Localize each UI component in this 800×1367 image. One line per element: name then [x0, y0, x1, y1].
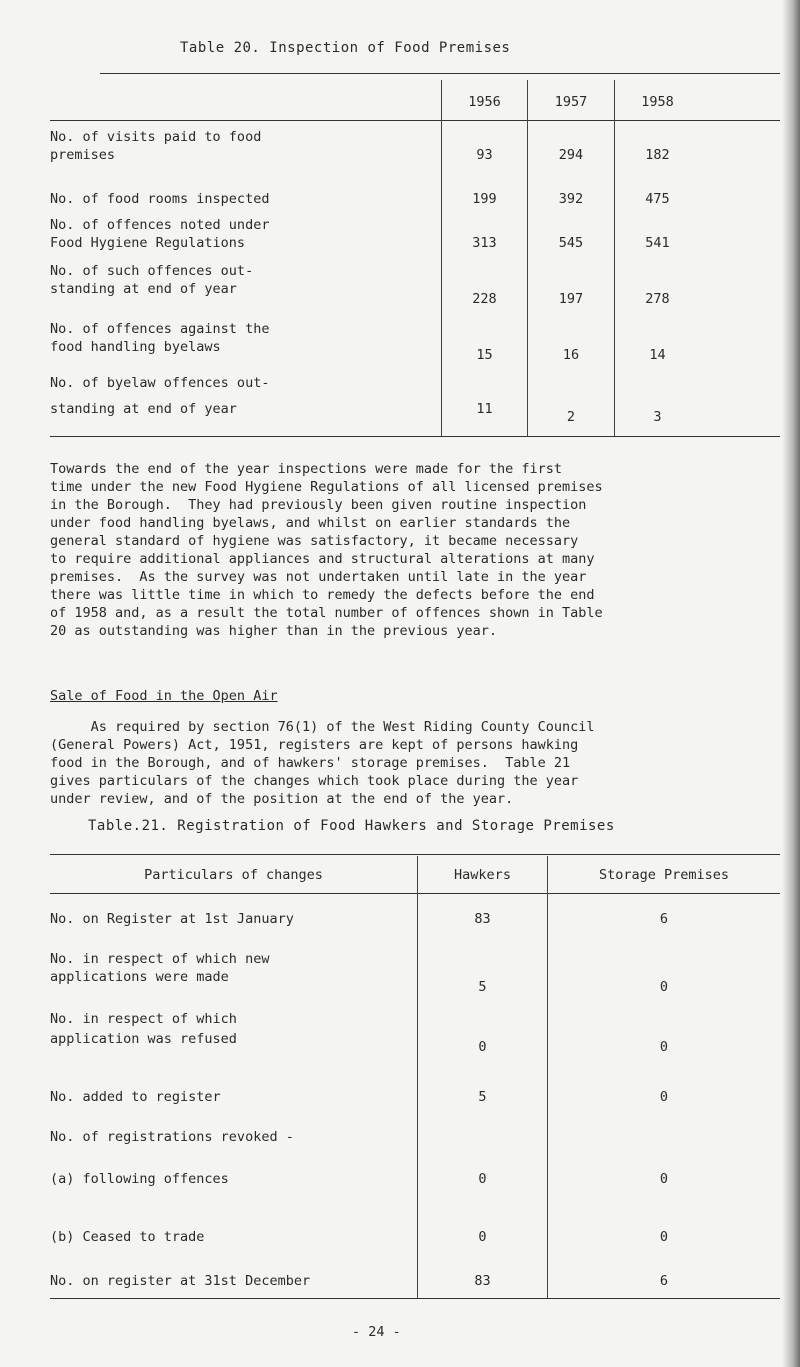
table-cell: 83	[474, 1273, 491, 1289]
table-cell: 313	[472, 235, 497, 251]
section-heading: Sale of Food in the Open Air	[50, 688, 278, 704]
text-line: gives particulars of the changes which took place during the year	[50, 773, 579, 789]
table-cell: 16	[562, 347, 580, 363]
row-label: No. of offences noted under	[50, 217, 270, 233]
text-line: (General Powers) Act, 1951, registers are kept of persons hawking	[50, 737, 579, 753]
column-header: Hawkers	[454, 867, 511, 883]
table-cell: 15	[476, 347, 493, 363]
text-line: 20 as outstanding was higher than in the previous year.	[50, 623, 498, 639]
page-edge-shadow	[782, 0, 800, 1367]
table-cell: 6	[659, 1273, 669, 1289]
table-cell: 14	[649, 347, 666, 363]
text-line: there was little time in which to remedy the defects before the end	[50, 587, 595, 603]
row-label: No. in respect of which	[50, 1011, 237, 1027]
row-label: Food Hygiene Regulations	[50, 235, 246, 251]
table-cell: 3	[653, 409, 662, 425]
table-cell: 278	[645, 291, 670, 307]
table-cell: 5	[478, 979, 487, 995]
text-line: time under the new Food Hygiene Regulations of all licensed premises	[50, 479, 603, 495]
row-label: applications were made	[50, 969, 229, 985]
table-cell: 392	[558, 191, 584, 207]
row-label: standing at end of year	[50, 401, 237, 417]
year-header: 1957	[554, 94, 588, 110]
table-21-bottom-rule	[50, 1298, 780, 1299]
row-label: No. of such offences out-	[50, 263, 254, 279]
table-cell: 5	[478, 1089, 487, 1105]
row-label: (a) following offences	[50, 1171, 229, 1187]
text-line: food in the Borough, and of hawkers' storage premises. Table 21	[50, 755, 571, 771]
table-cell: 83	[474, 911, 491, 927]
column-header: Particulars of changes	[144, 867, 323, 883]
table-cell: 93	[476, 147, 493, 163]
table-cell: 11	[476, 401, 493, 417]
table-cell: 0	[659, 1089, 669, 1105]
row-label: No. on Register at 1st January	[50, 911, 294, 927]
text-line: to require additional appliances and structural alterations at many	[50, 551, 595, 567]
text-line: As required by section 76(1) of the West Riding County Council	[50, 719, 595, 735]
table-cell: 228	[472, 291, 497, 307]
table-21-top-rule	[50, 854, 780, 855]
table-cell: 541	[645, 235, 670, 251]
table-cell: 0	[659, 1039, 669, 1055]
column-header: Storage Premises	[598, 867, 730, 883]
row-label: No. on register at 31st December	[50, 1273, 311, 1289]
table-cell: 0	[478, 1229, 487, 1245]
row-label: No. in respect of which new	[50, 951, 270, 967]
text-line: under review, and of the position at the end of the year.	[50, 791, 514, 807]
text-line: premises. As the survey was not undertaken until late in the year	[50, 569, 587, 585]
table-cell: 6	[659, 911, 669, 927]
table-21-title: Table.21. Registration of Food Hawkers and Storage Premises	[88, 818, 615, 834]
table-cell: 199	[472, 191, 497, 207]
page-number: - 24 -	[352, 1324, 401, 1340]
row-label: food handling byelaws	[50, 339, 221, 355]
row-label: application was refused	[50, 1031, 237, 1047]
year-header: 1956	[468, 94, 501, 110]
table-cell: 294	[558, 147, 584, 163]
row-label: No. of registrations revoked -	[50, 1129, 294, 1145]
table-cell: 197	[558, 291, 584, 307]
row-label: No. of offences against the	[50, 321, 270, 337]
row-label: standing at end of year	[50, 281, 237, 297]
table-cell: 0	[659, 1229, 669, 1245]
table-cell: 182	[645, 147, 670, 163]
table-20-title: Table 20. Inspection of Food Premises	[180, 40, 511, 56]
row-label: No. of food rooms inspected	[50, 191, 270, 207]
table-cell: 475	[645, 191, 670, 207]
table-cell: 2	[566, 409, 576, 425]
text-line: of 1958 and, as a result the total number of offences shown in Table	[50, 605, 603, 621]
text-line: under food handling byelaws, and whilst on earlier standards the	[50, 515, 571, 531]
table-cell: 0	[478, 1039, 487, 1055]
text-line: general standard of hygiene was satisfactory, it became necessary	[50, 533, 579, 549]
row-label: No. of byelaw offences out-	[50, 375, 270, 391]
text-line: Towards the end of the year inspections were made for the first	[50, 461, 563, 477]
table-21-header-rule	[50, 893, 780, 894]
table-cell: 0	[659, 979, 669, 995]
table-cell: 0	[478, 1171, 487, 1187]
row-label: premises	[50, 147, 116, 163]
text-line: in the Borough. They had previously been given routine inspection	[50, 497, 587, 513]
row-label: No. of visits paid to food	[50, 129, 262, 145]
row-label: (b) Ceased to trade	[50, 1229, 205, 1245]
row-label: No. added to register	[50, 1089, 221, 1105]
table-cell: 0	[659, 1171, 669, 1187]
year-header: 1958	[641, 94, 674, 110]
table-cell: 545	[558, 235, 584, 251]
